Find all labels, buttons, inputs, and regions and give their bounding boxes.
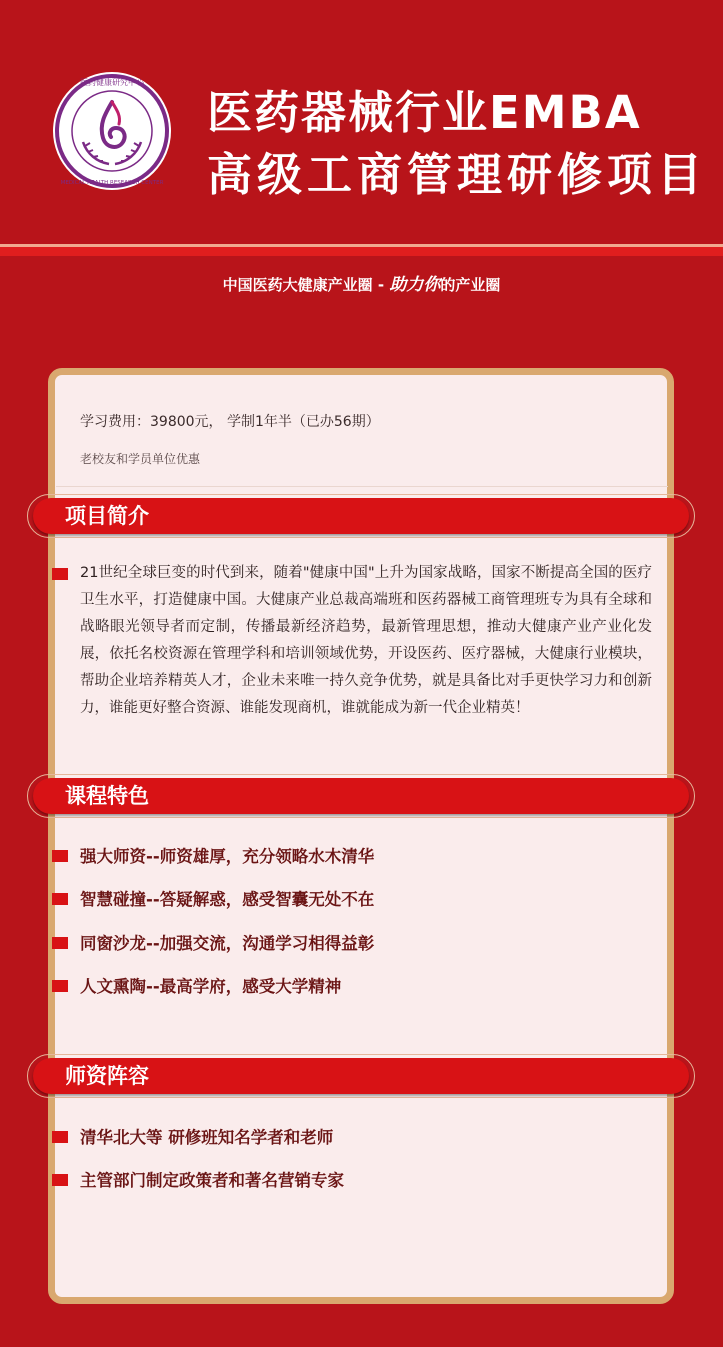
feature-item: 人文熏陶--最高学府，感受大学精神	[80, 977, 342, 996]
fee-divider	[56, 486, 668, 487]
feature-item: 智慧碰撞--答疑解惑，感受智囊无处不在	[80, 890, 375, 909]
header-divider-red	[0, 247, 723, 256]
discount-note: 老校友和学员单位优惠	[80, 452, 201, 466]
intro-paragraph: 21世纪全球巨变的时代到来，随着"健康中国"上升为国家战略，国家不断提高全国的医疗卫生水平，打造健康中国。大健康产业总裁高端班和医药器械工商管理班专为具有全球和战略眼光领导者而定制，传播最新经济趋势，最新管理思想，推动大健康产业产业化发展，依托名校资源在管理学科和培训领域优势，开设医药、医疗器械，大健康行业模块，帮助企业培养精英人才，企业未来唯一持久竞争优势，就是具备比对手更快学习力和创新力，谁能更好整合资源、谁能发现商机，谁就能成为新一代企业精英！	[80, 565, 652, 716]
bullet-square-icon	[52, 568, 68, 580]
logo	[53, 72, 171, 190]
tuition-fee: 学习费用：39800元， 学制1年半（已办56期）	[80, 414, 380, 430]
slogan-highlight: 助力你	[389, 275, 441, 295]
feature-item: 强大师资--师资雄厚，充分领略水木清华	[80, 847, 375, 866]
logo-text-en: MEDICAL HEALTH RESEARCH CENTER	[60, 180, 164, 186]
slogan-suffix: 的产业圈	[440, 276, 501, 294]
bullet-square-icon	[52, 1174, 68, 1186]
faculty-item: 清华北大等 研修班知名学者和老师	[80, 1128, 334, 1147]
logo-emblem-icon	[53, 72, 171, 190]
header	[0, 0, 723, 245]
section-title-faculty: 师资阵容	[65, 1064, 149, 1088]
section-banner-intro	[27, 494, 695, 538]
slogan	[0, 270, 723, 295]
slogan-prefix: 中国医药大健康产业圈 -	[222, 276, 390, 294]
bullet-square-icon	[52, 1131, 68, 1143]
section-title-features: 课程特色	[65, 784, 149, 808]
section-banner-features	[27, 774, 695, 818]
feature-item: 同窗沙龙--加强交流，沟通学习相得益彰	[80, 934, 375, 953]
section-title-intro: 项目简介	[65, 504, 149, 528]
bullet-square-icon	[52, 980, 68, 992]
bullet-square-icon	[52, 893, 68, 905]
page-title-line1: 医药器械行业EMBA	[207, 86, 642, 139]
logo-text: 医药健康研究中心	[80, 78, 144, 87]
faculty-item: 主管部门制定政策者和著名营销专家	[80, 1171, 344, 1190]
page-title-line2: 高级工商管理研修项目	[207, 148, 708, 201]
bullet-square-icon	[52, 850, 68, 862]
section-banner-faculty	[27, 1054, 695, 1098]
bullet-square-icon	[52, 937, 68, 949]
